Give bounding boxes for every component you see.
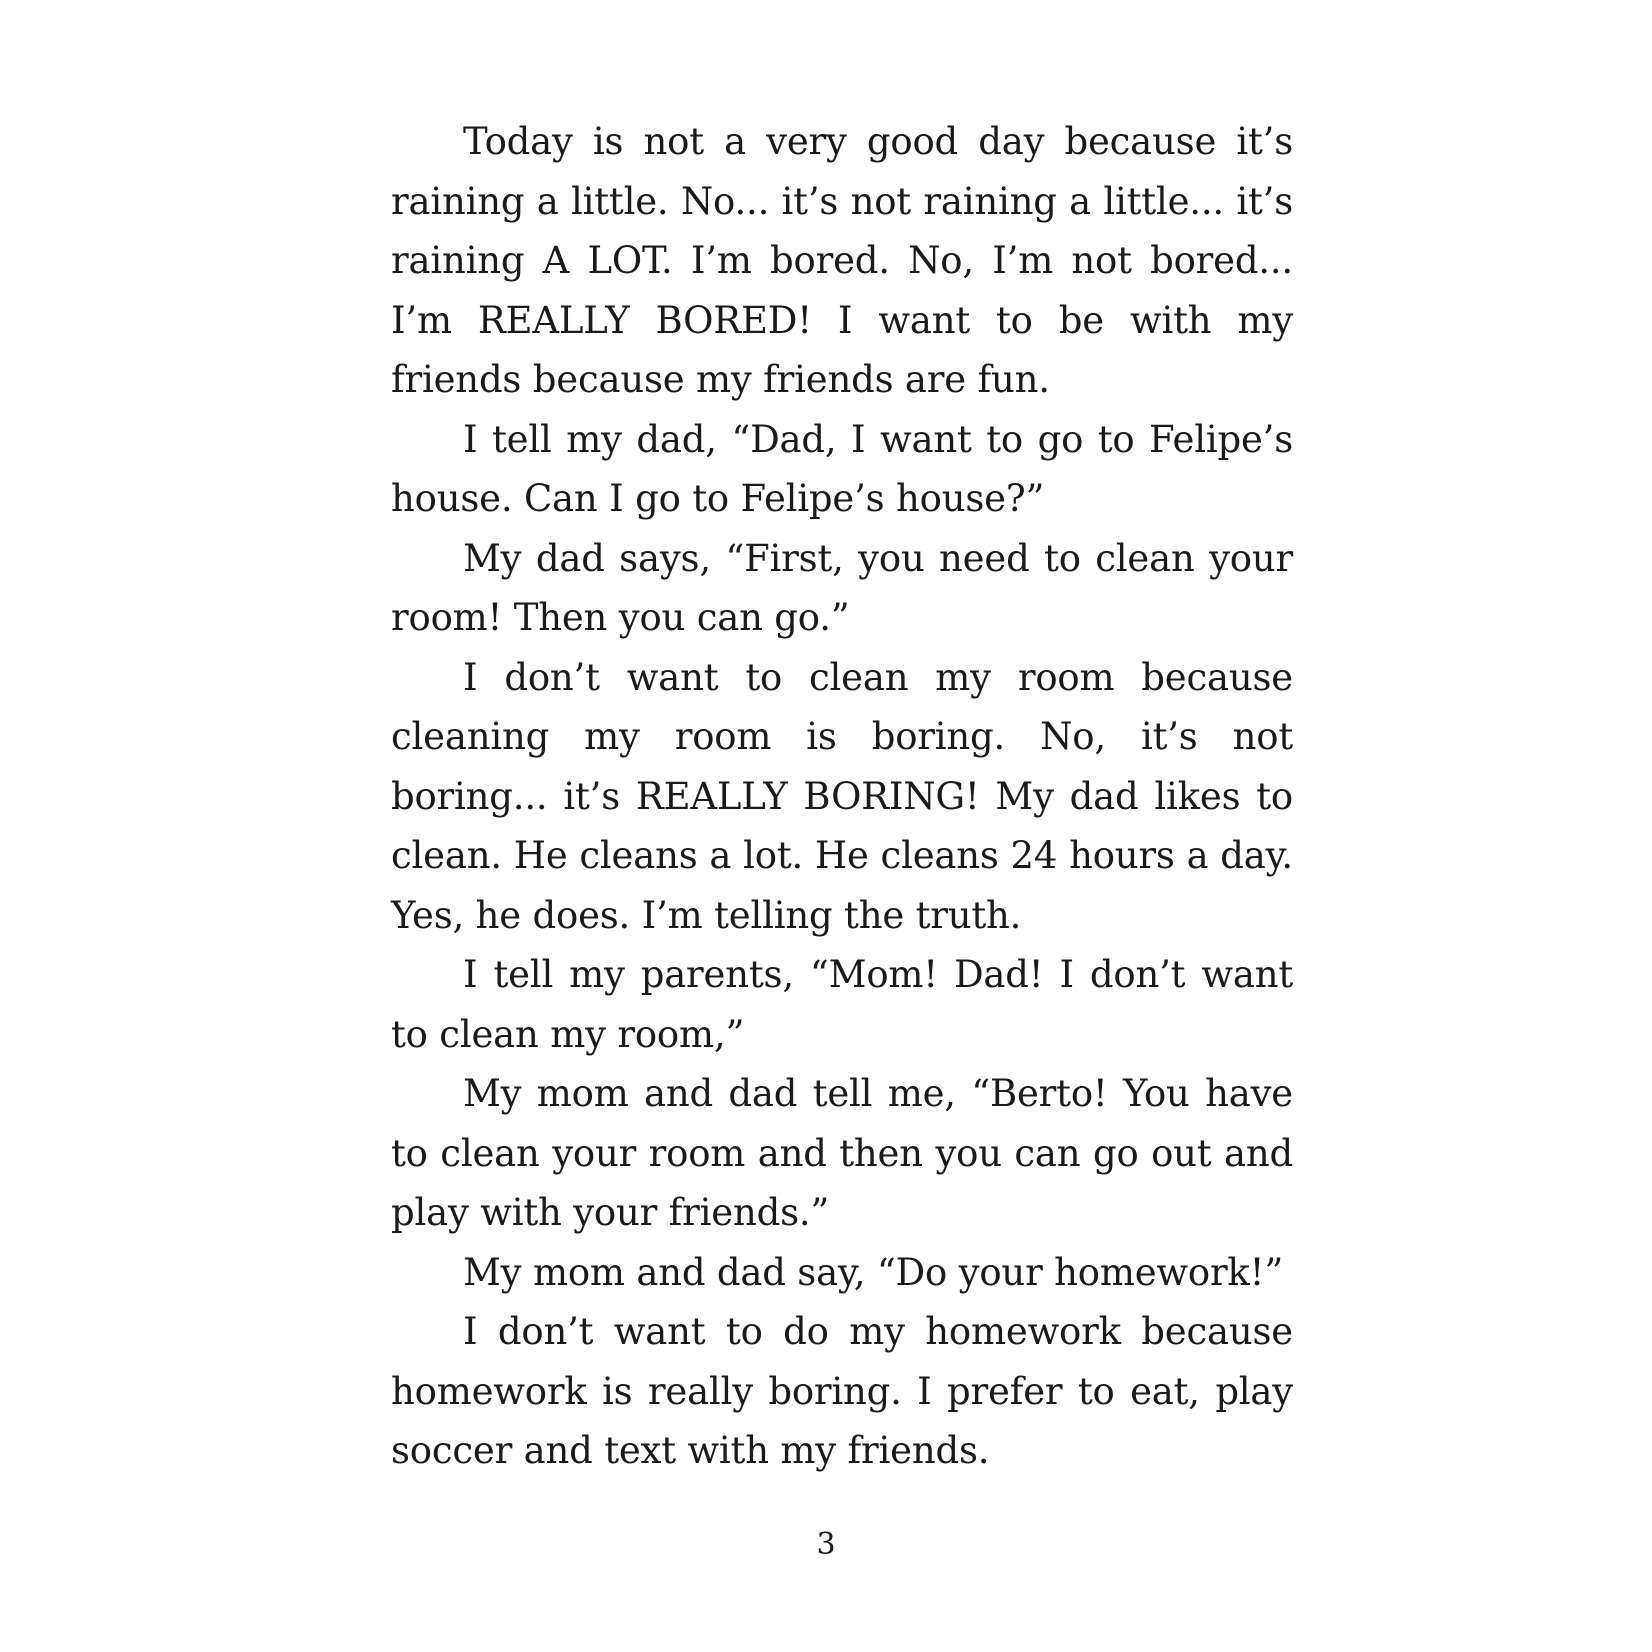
paragraph: Today is not a very good day because it’s raining a little. No... it’s not raining a little... it’s raining A LOT. I’m bored. No, I’m not bored... I’m REALLY BORED! I want to be with my friends because my friends are fun. [391, 120, 1293, 401]
paragraph: I tell my dad, “Dad, I want to go to Felipe’s house. Can I go to Felipe’s house?” [391, 417, 1293, 520]
paragraph: My dad says, “First, you need to clean your room! Then you can go.” [391, 536, 1293, 639]
paragraph: I don’t want to clean my room because cleaning my room is boring. No, it’s not boring... it’s REALLY BORING! My dad likes to clean. He cleans a lot. He cleans 24 hours a day. Yes, he does. I’m telling the truth. [391, 655, 1293, 937]
paragraph: I don’t want to do my homework because homework is really boring. I prefer to eat, play soccer and text with my friends. [391, 1310, 1293, 1472]
page-number: 3 [816, 1527, 836, 1562]
body-text [391, 112, 1293, 1481]
paragraph: I tell my parents, “Mom! Dad! I don’t want to clean my room,” [391, 953, 1293, 1056]
paragraph: My mom and dad tell me, “Berto! You have to clean your room and then you can go out and play with your friends.” [391, 1072, 1293, 1234]
paragraph: My mom and dad say, “Do your homework!” [463, 1250, 1284, 1294]
